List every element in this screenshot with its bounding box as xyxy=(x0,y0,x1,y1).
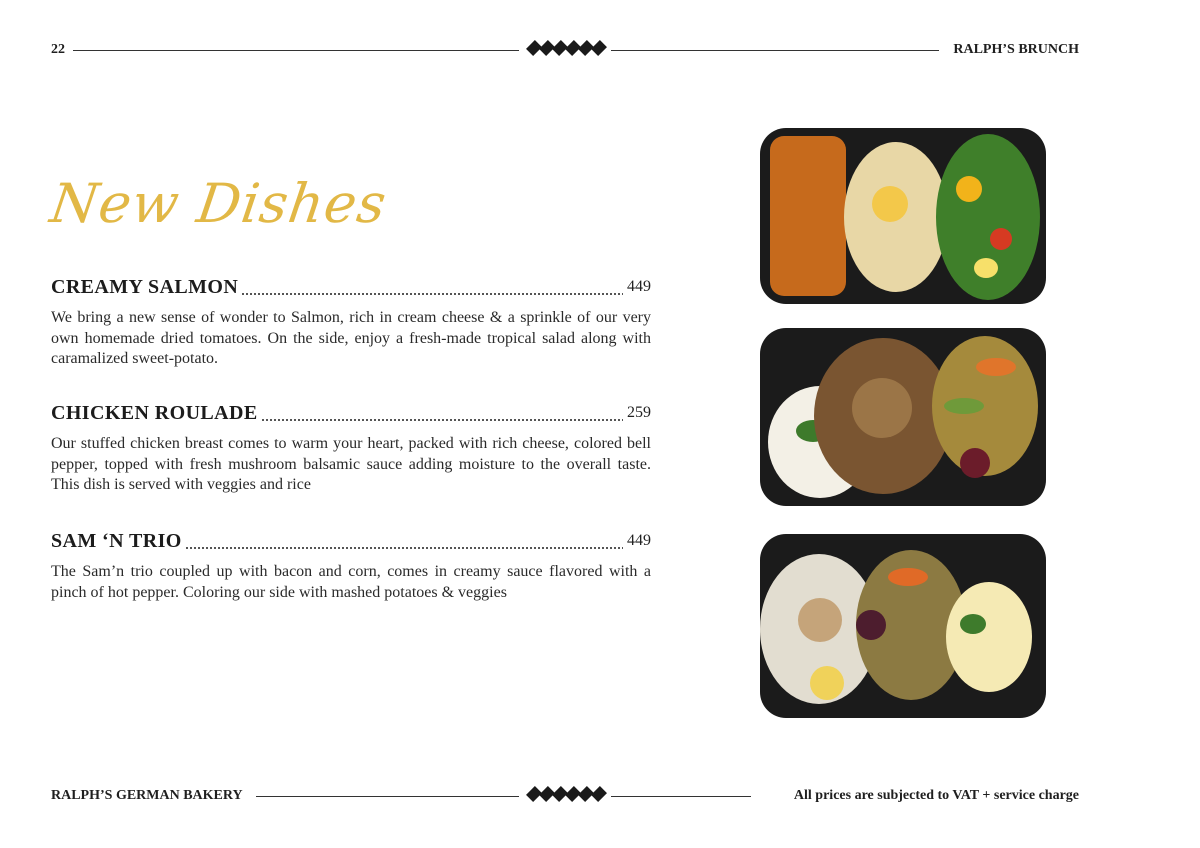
footer-rule-right xyxy=(611,796,751,797)
dish-photo-sam-n-trio xyxy=(760,534,1046,718)
item-price: 449 xyxy=(623,532,651,550)
footer-note: All prices are subjected to VAT + service charge xyxy=(793,788,1079,803)
dish-photo-chicken-roulade xyxy=(760,328,1046,506)
section-title: New Dishes xyxy=(46,172,391,235)
diamond-ornament-icon xyxy=(527,787,605,807)
item-price: 259 xyxy=(623,404,651,422)
item-name: CHICKEN ROULADE xyxy=(51,402,262,425)
menu-item xyxy=(51,402,651,496)
item-name: SAM ‘N TRIO xyxy=(51,530,186,553)
menu-item xyxy=(51,276,651,370)
header-rule-left xyxy=(73,50,519,51)
page-footer xyxy=(51,786,1079,806)
diamond-ornament-icon xyxy=(527,41,605,61)
footer-brand: RALPH’S GERMAN BAKERY xyxy=(51,788,243,803)
header-brand: RALPH’S BRUNCH xyxy=(953,42,1079,57)
menu-item xyxy=(51,530,651,603)
header-rule-right xyxy=(611,50,939,51)
item-price: 449 xyxy=(623,278,651,296)
item-description: We bring a new sense of wonder to Salmon, rich in cream cheese & a sprinkle of our very own homemade dried tomatoes. On the side, enjoy a fresh-made tropical salad along with caramalized sweet-potato. xyxy=(51,309,651,367)
item-description: The Sam’n trio coupled up with bacon and corn, comes in creamy sauce flavored with a pinch of hot pepper. Coloring our side with mashed potatoes & veggies xyxy=(51,563,651,601)
dish-photo-creamy-salmon xyxy=(760,128,1046,304)
item-name: CREAMY SALMON xyxy=(51,276,242,299)
item-description: Our stuffed chicken breast comes to warm your heart, packed with rich cheese, colored bell pepper, topped with fresh mushroom balsamic sauce adding moisture to the overall taste. This dish is served with veggies and rice xyxy=(51,435,651,493)
page-header xyxy=(51,40,1079,60)
footer-rule-left xyxy=(256,796,519,797)
page-number: 22 xyxy=(51,42,65,57)
